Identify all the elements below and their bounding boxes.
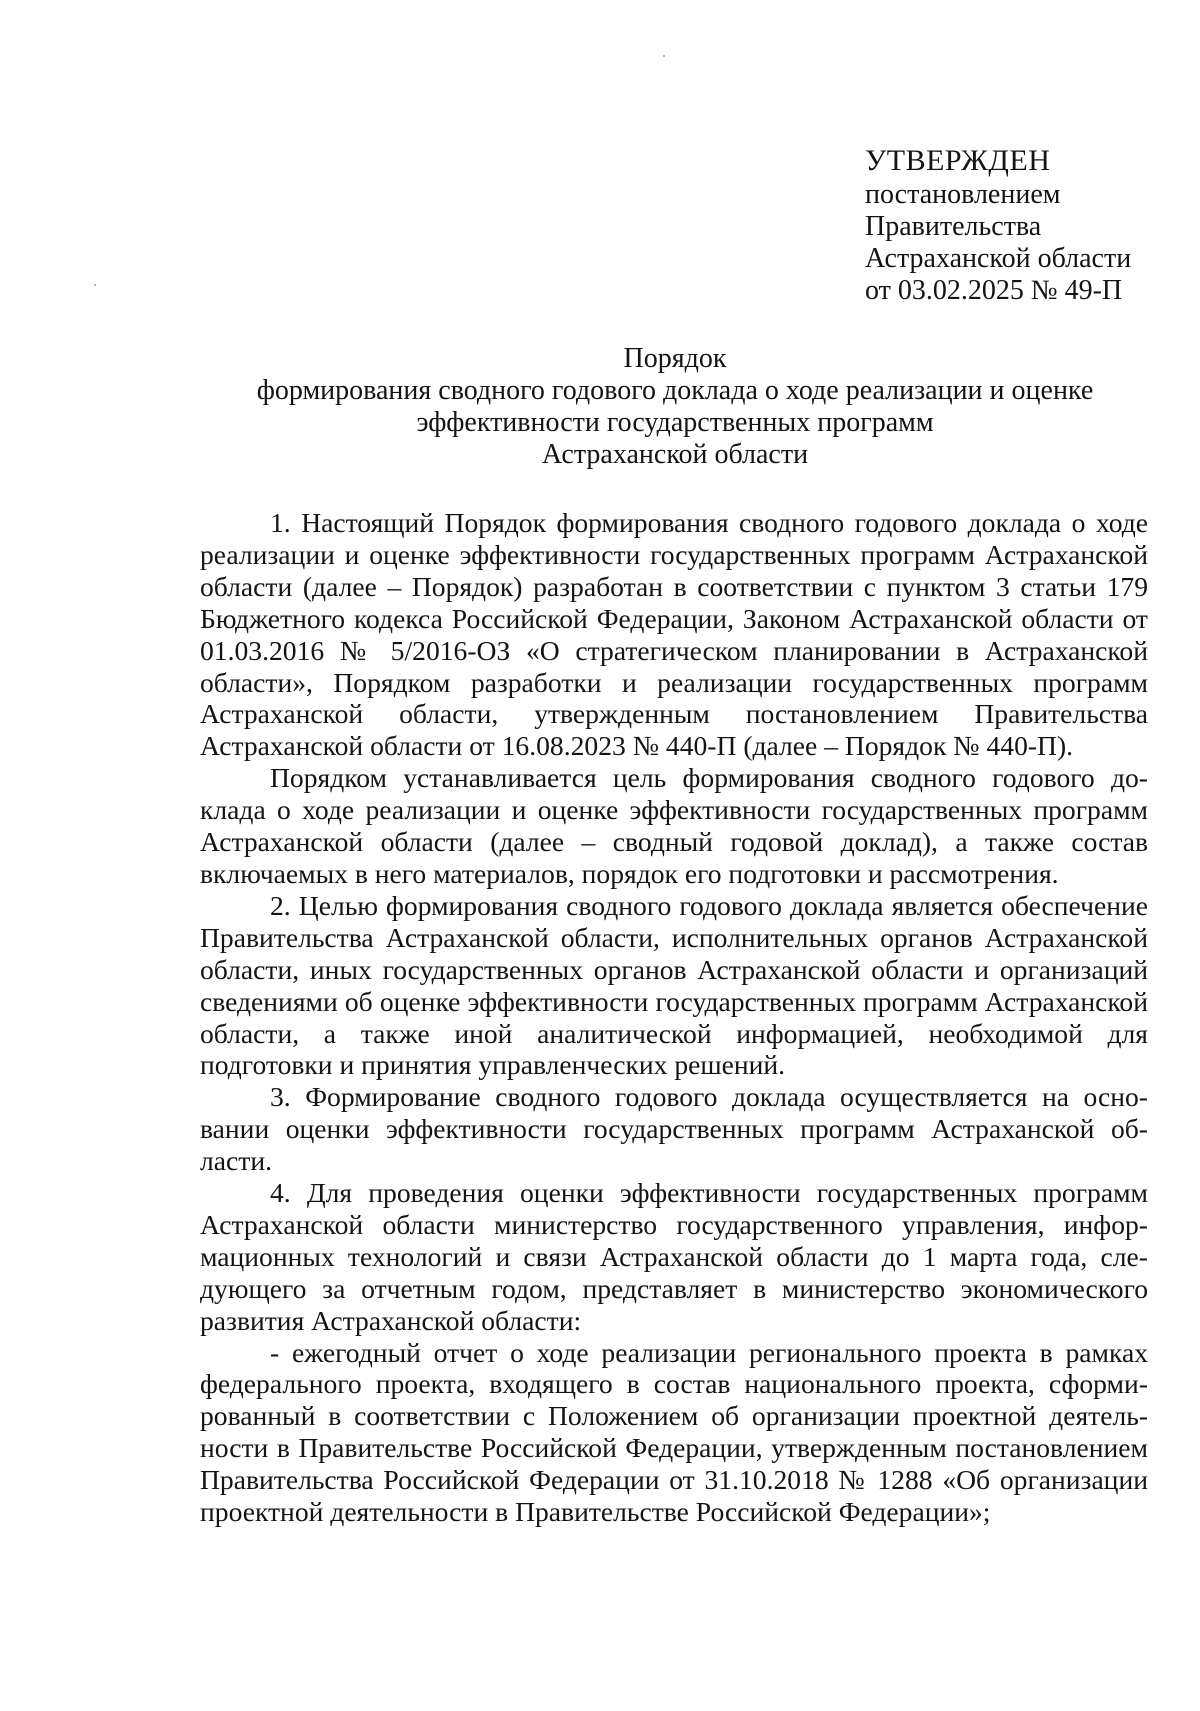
document-body <box>200 507 1148 1528</box>
paragraph: 1. Настоящий Порядок формирования сводного годового доклада о ходе реализации и оценке эффективности государственных программ Астраханской области (далее – Порядок) разработан в соответствии с пунктом 3 статьи 179 Бюджетного кодекса Российской Федерации, Законом Астраханской области от 01.03.2016 № 5/2016-ОЗ «О стратегическом планировании в Астраханской области», Порядком разработки и реализации государственных программ Астраханской области, утвержденным постановлением Правительства Астраханской области от 16.08.2023 № 440-П (далее – Порядок № 440-П). <box>200 507 1148 762</box>
paragraph: Порядком устанавливается цель формирования сводного годового доклада о ходе реализации и оценке эффективности государственных программ Астраханской области (далее – сводный годовой доклад), а также состав включаемых в него материалов, порядок его подготовки и рассмотрения. <box>200 762 1148 889</box>
paragraph: - ежегодный отчет о ходе реализации регионального проекта в рамках федерального проекта, входящего в состав национального проекта, сформированный в соответствии с Положением об организации проектной деятельности в Правительстве Российской Федерации, утвержденным постановлением Правительства Российской Федерации от 31.10.2018 № 1288 «Об организации проектной деятельности в Правительстве Российской Федерации»; <box>200 1336 1148 1528</box>
scan-speck <box>663 55 665 57</box>
approval-title: УТВЕРЖДЕН <box>865 144 1051 177</box>
scan-speck <box>94 284 96 286</box>
paragraph: 2. Целью формирования сводного годового доклада является обеспечение Правительства Астраханской области, исполнительных органов Астраханской области, иных государственных органов Астраханской области и организаций сведениями об оценке эффективности государственных программ Астраханской области, а также иной аналитической информацией, необходимой для подготовки и принятия управленческих решений. <box>200 889 1148 1081</box>
title-line: эффективности государственных программ <box>416 407 934 438</box>
approval-line: постановлением <box>865 179 1061 210</box>
approval-line: Астраханской области <box>865 243 1132 274</box>
title-line: Астраханской области <box>541 439 809 470</box>
approval-line: Правительства <box>865 211 1042 242</box>
paragraph: 3. Формирование сводного годового доклада осуществляется на основании оценки эффективности государственных программ Астраханской области. <box>200 1081 1148 1177</box>
approval-stamp-block <box>865 143 1185 307</box>
title-line: Порядок <box>623 343 727 374</box>
document-title <box>150 343 1200 471</box>
title-line: формирования сводного годового доклада о ходе реализации и оценке <box>256 375 1094 406</box>
paragraph: 4. Для проведения оценки эффективности государственных программ Астраханской области министерство государственного управления, информационных технологий и связи Астраханской области до 1 марта года, следующего за отчетным годом, представляет в министерство экономического развития Астраханской области: <box>200 1177 1148 1336</box>
approval-date-number: от 03.02.2025 № 49-П <box>865 275 1123 306</box>
